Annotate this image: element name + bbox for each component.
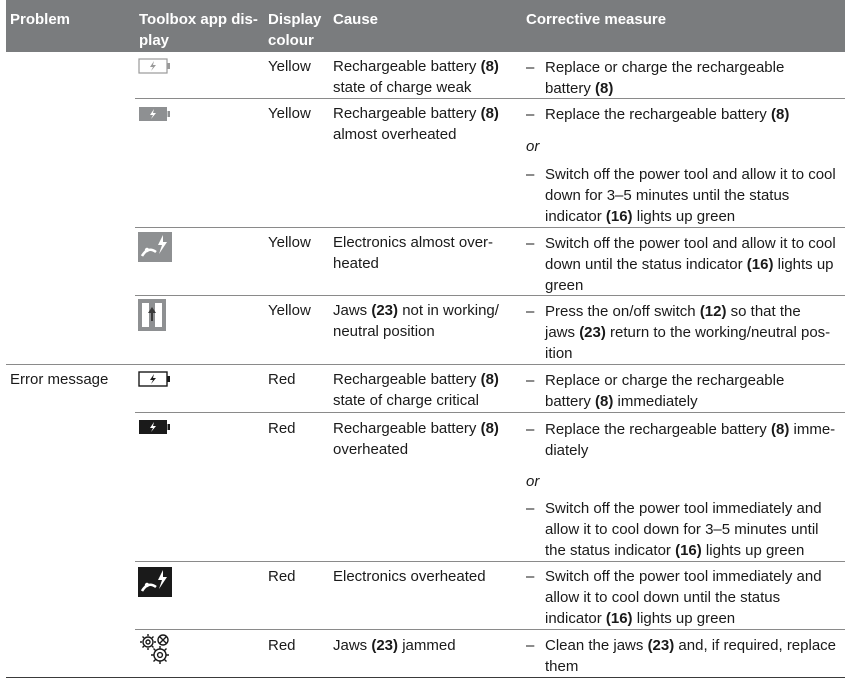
row-measure-line: Switch off the power tool immediately and xyxy=(545,568,822,585)
row-cause-line: Jaws (23) jammed xyxy=(333,637,456,654)
row-measure-line: Switch off the power tool immediately and xyxy=(545,500,822,517)
row-measure-line: allow it to cool down until the status xyxy=(545,589,781,606)
header-corrective-measure: Corrective measure xyxy=(526,11,667,28)
measure-dash: – xyxy=(526,637,535,654)
gears-jammed-icon xyxy=(138,632,172,671)
row-measure-line: battery (8) immediately xyxy=(545,393,698,410)
row-measure-line: Switch off the power tool and allow it to cool xyxy=(545,235,836,252)
row-measure-line: battery (8) xyxy=(545,80,614,97)
header-display-colour: Display colour xyxy=(268,11,322,49)
row-measure-line: Replace or charge the rechargeable xyxy=(545,372,785,389)
row-separator xyxy=(135,227,845,228)
row-measure-line: indicator (16) lights up green xyxy=(545,208,736,225)
row-measure-line: Replace the rechargeable battery (8) imme- xyxy=(545,421,836,438)
row-cause-line: overheated xyxy=(333,441,409,458)
row-cause-line: neutral position xyxy=(333,323,435,340)
row-measure-line: Switch off the power tool and allow it to cool xyxy=(545,166,836,183)
row-or-text: or xyxy=(526,473,540,490)
row-display-colour: Yellow xyxy=(268,234,311,251)
row-problem: Error message xyxy=(10,371,109,388)
row-measure-line: Replace the rechargeable battery (8) xyxy=(545,106,790,123)
electronics-warning-icon xyxy=(138,232,172,267)
row-measure-line: down for 3–5 minutes until the status xyxy=(545,187,790,204)
row-or-text: or xyxy=(526,138,540,155)
table-bottom-border xyxy=(6,677,845,678)
row-cause-line: Rechargeable battery (8) xyxy=(333,105,499,122)
header-problem: Problem xyxy=(10,11,71,28)
row-display-colour: Red xyxy=(268,420,296,437)
row-measure-line: Press the on/off switch (12) so that the xyxy=(545,303,801,320)
battery-overheated-icon xyxy=(138,419,172,440)
row-measure-line: diately xyxy=(545,442,589,459)
battery-hot-icon xyxy=(138,106,172,127)
measure-dash: – xyxy=(526,235,535,252)
row-cause-line: Electronics overheated xyxy=(333,568,486,585)
row-cause-line: Rechargeable battery (8) xyxy=(333,58,499,75)
table-header xyxy=(6,0,845,52)
row-cause-line: state of charge weak xyxy=(333,79,472,96)
battery-low-icon xyxy=(138,58,172,79)
row-measure-line: allow it to cool down for 3–5 minutes until xyxy=(545,521,819,538)
row-separator xyxy=(6,364,845,365)
row-cause-line: Electronics almost over- xyxy=(333,234,494,251)
measure-dash: – xyxy=(526,59,535,76)
measure-dash: – xyxy=(526,166,535,183)
row-measure-line: Replace or charge the rechargeable xyxy=(545,59,785,76)
row-measure-line: them xyxy=(545,658,579,675)
row-cause-line: state of charge critical xyxy=(333,392,479,409)
row-cause-line: Rechargeable battery (8) xyxy=(333,420,499,437)
row-measure-line: jaws (23) return to the working/neutral pos- xyxy=(545,324,831,341)
electronics-error-icon xyxy=(138,567,172,602)
row-measure-line: ition xyxy=(545,345,573,362)
header-app-display: Toolbox app dis- play xyxy=(139,11,258,49)
row-measure-line: Clean the jaws (23) and, if required, replace xyxy=(545,637,837,654)
jaws-position-icon xyxy=(138,299,166,336)
row-cause-line: almost overheated xyxy=(333,126,457,143)
row-display-colour: Red xyxy=(268,568,296,585)
battery-critical-icon xyxy=(138,371,172,392)
row-separator xyxy=(135,629,845,630)
row-cause-line: Jaws (23) not in working/ xyxy=(333,302,499,319)
measure-dash: – xyxy=(526,372,535,389)
measure-dash: – xyxy=(526,106,535,123)
row-separator xyxy=(135,295,845,296)
row-measure-line: down until the status indicator (16) lights up xyxy=(545,256,834,273)
measure-dash: – xyxy=(526,303,535,320)
row-display-colour: Yellow xyxy=(268,58,311,75)
row-measure-line: indicator (16) lights up green xyxy=(545,610,736,627)
measure-dash: – xyxy=(526,421,535,438)
row-cause-line: heated xyxy=(333,255,379,272)
row-measure-line: green xyxy=(545,277,584,294)
row-display-colour: Red xyxy=(268,371,296,388)
measure-dash: – xyxy=(526,500,535,517)
row-separator xyxy=(135,561,845,562)
row-separator xyxy=(135,98,845,99)
row-display-colour: Yellow xyxy=(268,105,311,122)
row-measure-line: the status indicator (16) lights up green xyxy=(545,542,805,559)
row-display-colour: Yellow xyxy=(268,302,311,319)
row-cause-line: Rechargeable battery (8) xyxy=(333,371,499,388)
measure-dash: – xyxy=(526,568,535,585)
header-cause: Cause xyxy=(333,11,379,28)
row-display-colour: Red xyxy=(268,637,296,654)
row-separator xyxy=(135,412,845,413)
